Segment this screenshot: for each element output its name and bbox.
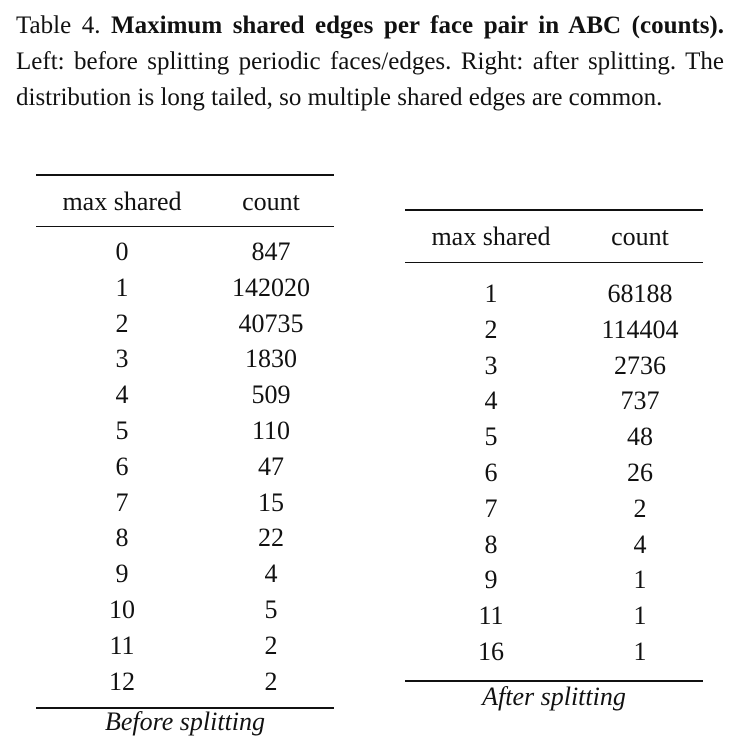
caption-label: Table 4. <box>16 12 101 39</box>
table-row <box>405 312 703 348</box>
cell-max-shared: 10 <box>109 595 135 624</box>
cell-count: 5 <box>264 595 278 624</box>
cell-max-shared: 8 <box>484 529 498 559</box>
cell-max-shared: 11 <box>478 601 504 631</box>
table-row <box>36 664 334 700</box>
caption-body: Left: before splitting periodic faces/edges. Right: after splitting. The distribution is long tailed, so multiple shared edges are common. <box>16 48 724 111</box>
cell-max-shared: 3 <box>484 350 498 380</box>
table-row <box>405 348 703 384</box>
cell-count: 114404 <box>601 314 679 344</box>
table-row <box>405 562 703 598</box>
cell-count: 47 <box>258 451 284 481</box>
cell-count: 1 <box>633 601 647 631</box>
cell-max-shared: 6 <box>115 451 129 481</box>
top-rule <box>36 174 334 176</box>
table-row <box>36 377 334 413</box>
table-row <box>405 527 703 563</box>
table-row <box>36 520 334 556</box>
table-row <box>36 592 334 628</box>
table-row <box>405 276 703 312</box>
cell-count: 1 <box>633 637 647 666</box>
cell-count: 26 <box>627 458 653 487</box>
table-row <box>36 341 334 377</box>
cell-max-shared: 2 <box>115 308 129 338</box>
table-header <box>36 184 334 220</box>
cell-count: 2 <box>264 630 278 660</box>
cell-count: 2 <box>264 666 278 696</box>
cell-count: 737 <box>620 386 660 416</box>
table-row <box>405 491 703 527</box>
caption-title: Maximum shared edges per face pair in ABC (counts). <box>111 12 725 39</box>
cell-max-shared: 3 <box>115 344 129 374</box>
cell-max-shared: 9 <box>484 565 498 595</box>
table-row <box>36 628 334 664</box>
cell-count: 15 <box>258 487 284 517</box>
cell-max-shared: 7 <box>115 487 129 517</box>
cell-count: 110 <box>251 416 291 445</box>
header-max-shared: max shared <box>62 187 182 216</box>
cell-max-shared: 12 <box>109 666 135 696</box>
cell-count: 2736 <box>614 350 666 380</box>
cell-count: 142020 <box>232 272 310 302</box>
cell-max-shared: 5 <box>484 422 498 452</box>
cell-max-shared: 11 <box>109 630 135 660</box>
cell-count: 68188 <box>607 279 673 308</box>
cell-max-shared: 4 <box>484 386 498 416</box>
header-rule <box>405 262 703 263</box>
table-caption <box>16 8 724 116</box>
cell-count: 4 <box>264 559 278 589</box>
table-after-splitting <box>405 209 703 709</box>
table-row <box>36 556 334 592</box>
cell-max-shared: 0 <box>115 237 129 266</box>
table-row <box>36 485 334 521</box>
subcaption-after: After splitting <box>482 682 626 711</box>
header-count: count <box>611 222 669 251</box>
cell-count: 847 <box>251 237 291 266</box>
cell-count: 40735 <box>238 308 304 338</box>
cell-count: 4 <box>633 529 647 559</box>
cell-max-shared: 2 <box>484 314 498 344</box>
cell-count: 22 <box>258 523 284 553</box>
table-header <box>405 219 703 255</box>
table-row <box>36 413 334 449</box>
cell-count: 48 <box>627 422 653 452</box>
cell-max-shared: 1 <box>115 272 129 302</box>
cell-count: 509 <box>251 380 291 410</box>
table-row <box>405 455 703 491</box>
table-row <box>405 419 703 455</box>
cell-max-shared: 7 <box>484 493 498 523</box>
header-rule <box>36 226 334 227</box>
table-row <box>405 634 703 670</box>
table-row <box>36 306 334 342</box>
cell-max-shared: 8 <box>115 523 129 553</box>
table-row <box>36 449 334 485</box>
cell-count: 2 <box>633 493 647 523</box>
table-row <box>36 234 334 270</box>
cell-max-shared: 16 <box>478 637 504 666</box>
header-count: count <box>242 187 300 216</box>
top-rule <box>405 209 703 211</box>
subcaption-before: Before splitting <box>104 707 266 736</box>
cell-count: 1830 <box>245 344 297 374</box>
cell-max-shared: 9 <box>115 559 129 589</box>
cell-max-shared: 1 <box>484 279 498 308</box>
cell-count: 1 <box>633 565 647 595</box>
cell-max-shared: 6 <box>484 458 498 487</box>
cell-max-shared: 5 <box>115 416 129 445</box>
table-before-splitting <box>36 174 334 736</box>
table-row <box>405 383 703 419</box>
header-max-shared: max shared <box>431 222 551 251</box>
table-row <box>36 270 334 306</box>
cell-max-shared: 4 <box>115 380 129 410</box>
table-row <box>405 598 703 634</box>
